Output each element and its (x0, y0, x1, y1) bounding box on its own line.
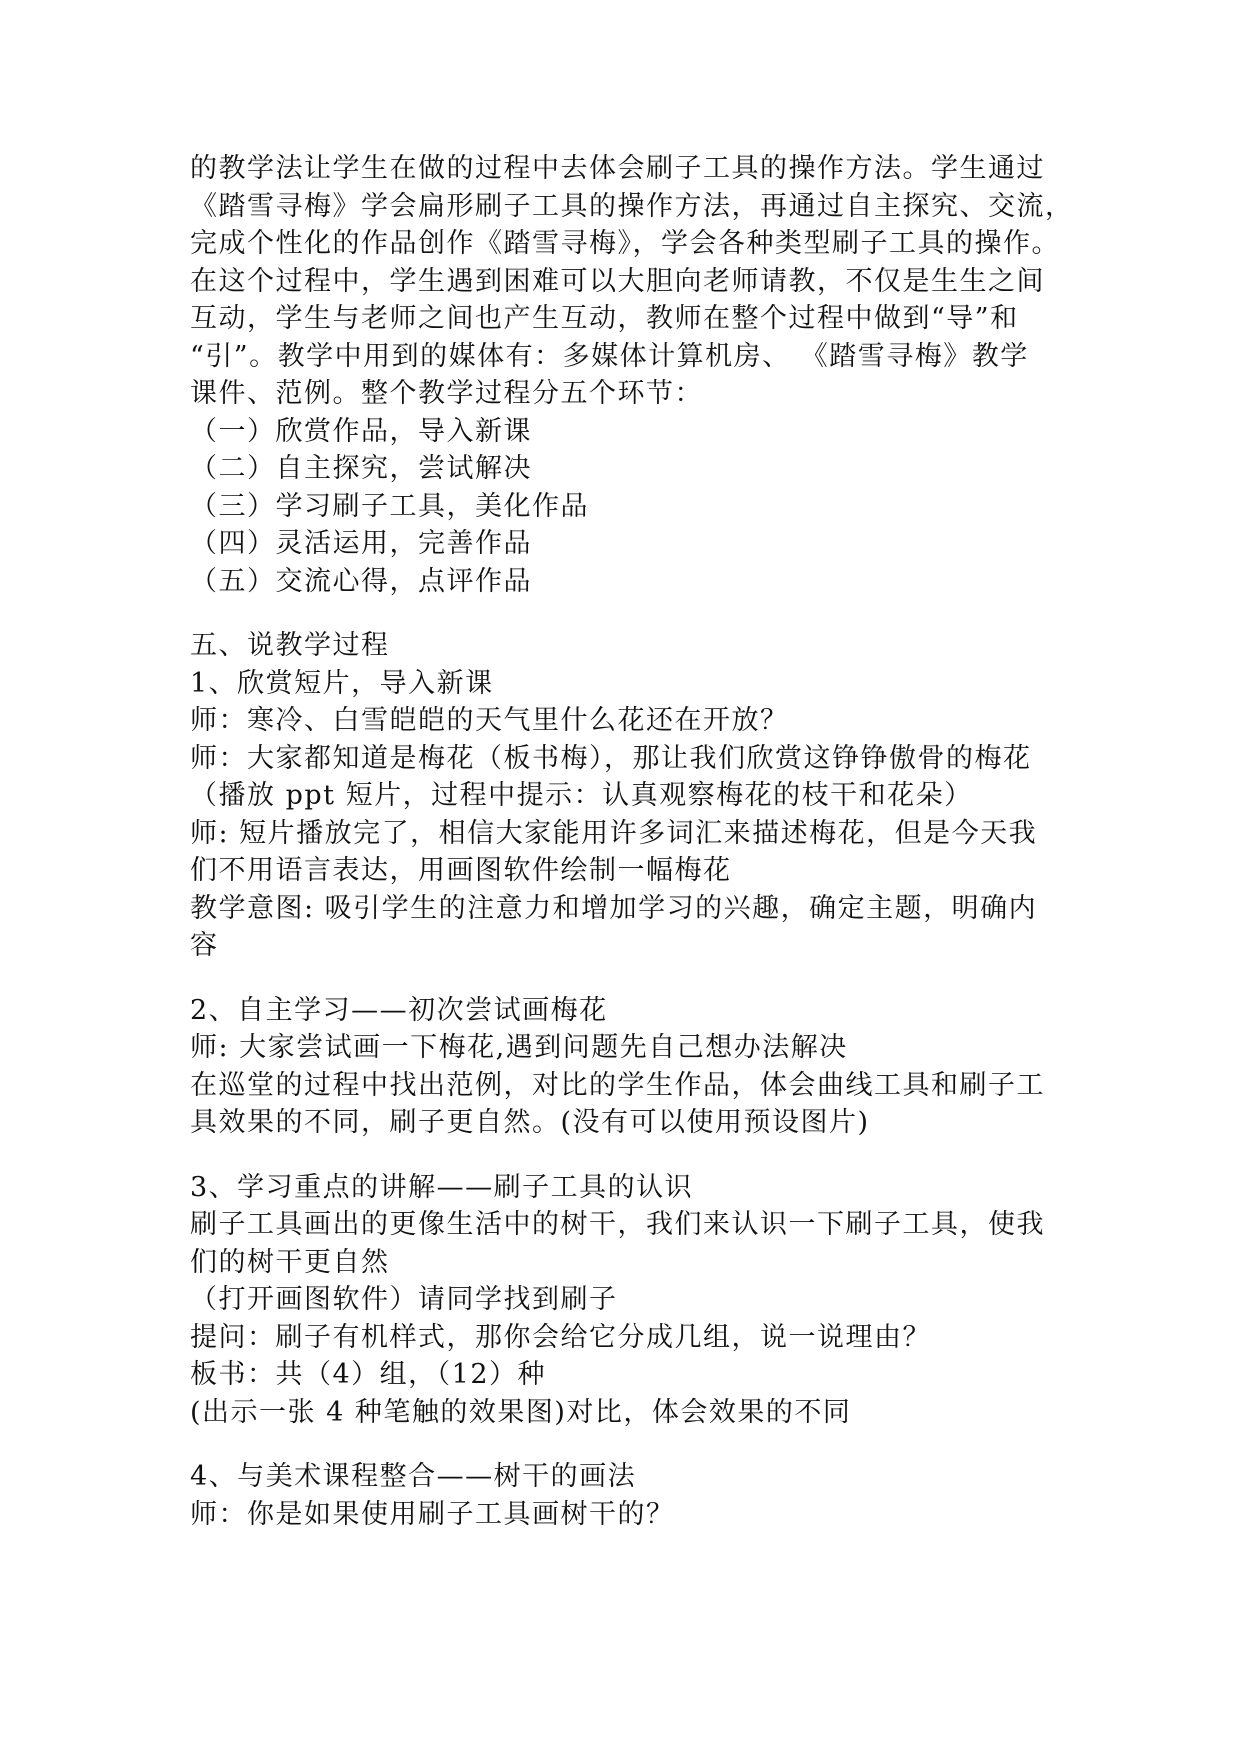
text-line: 们的树干更自然 (190, 1246, 390, 1278)
text-line: （打开画图软件）请同学找到刷子 (190, 1284, 618, 1315)
spacer (190, 1142, 1060, 1169)
text-line: 在巡堂的过程中找出范例，对比的学生作品，体会曲线工具和刷子工 (190, 1069, 1045, 1101)
text-line: 刷子工具画出的更像生活中的树干，我们来认识一下刷子工具，使我 (190, 1209, 1045, 1240)
part-2 (190, 992, 1060, 1142)
text-line: 互动，学生与老师之间也产生互动，教师在整个过程中做到“导”和 (190, 303, 1019, 334)
part-heading: 3、学习重点的讲解——刷子工具的认识 (190, 1171, 694, 1203)
text-line: 教学意图: 吸引学生的注意力和增加学习的兴趣，确定主题，明确内 (190, 892, 1038, 924)
text-line: 《踏雪寻梅》学会扁形刷子工具的操作方法，再通过自主探究、交流， (190, 190, 1074, 222)
part-4 (190, 1458, 1060, 1533)
text-line: 具效果的不同，刷子更自然。(没有可以使用预设图片) (190, 1107, 870, 1138)
list-item: （一）欣赏作品，导入新课 (190, 415, 532, 447)
text-line: 板书：共（4）组，（12）种 (190, 1359, 547, 1390)
part-heading: 1、欣赏短片，导入新课 (190, 667, 494, 699)
part-1 (190, 665, 1060, 965)
intro-paragraph (190, 150, 1074, 413)
text-line: (出示一张 4 种笔触的效果图)对比，体会效果的不同 (190, 1396, 852, 1428)
text-line: 师: 大家尝试画一下梅花,遇到问题先自己想办法解决 (190, 1032, 848, 1063)
text-line: 师：你是如果使用刷子工具画树干的？ (190, 1498, 675, 1530)
document-body (190, 150, 1074, 1533)
spacer (190, 1431, 1060, 1458)
section-heading: 五、说教学过程 (190, 630, 390, 661)
spacer (190, 600, 1060, 627)
text-line: 师: 短片播放完了，相信大家能用许多词汇来描述梅花，但是今天我 (190, 817, 1038, 849)
text-line: 在这个过程中，学生遇到困难可以大胆向老师请教，不仅是生生之间 (190, 265, 1045, 297)
spacer (190, 965, 1060, 992)
list-item: （五）交流心得，点评作品 (190, 565, 532, 597)
part-3 (190, 1169, 1060, 1432)
text-line: 师：寒冷、白雪皑皑的天气里什么花还在开放？ (190, 705, 789, 736)
text-line: 师：大家都知道是梅花（板书梅），那让我们欣赏这铮铮傲骨的梅花 (190, 742, 1032, 774)
text-line: 提问：刷子有机样式，那你会给它分成几组，说一说理由？ (190, 1321, 931, 1353)
part-heading: 4、与美术课程整合——树干的画法 (190, 1461, 637, 1492)
text-line: 完成个性化的作品创作《踏雪寻梅》，学会各种类型刷子工具的操作。 (190, 228, 1060, 259)
part-heading: 2、自主学习——初次尝试画梅花 (190, 994, 608, 1026)
list-item: （四）灵活运用，完善作品 (190, 528, 532, 559)
list-item: （三）学习刷子工具，美化作品 (190, 490, 589, 522)
text-line: （播放 ppt 短片，过程中提示：认真观察梅花的枝干和花朵） (190, 780, 973, 811)
text-line: 课件、范例。整个教学过程分五个环节： (190, 378, 703, 409)
text-line: 的教学法让学生在做的过程中去体会刷子工具的操作方法。学生通过 (190, 153, 1045, 184)
list-item: （二）自主探究，尝试解决 (190, 453, 532, 484)
text-line: 们不用语言表达，用画图软件绘制一幅梅花 (190, 855, 732, 886)
text-line: “引”。教学中用到的媒体有：多媒体计算机房、 《踏雪寻梅》教学 (190, 340, 1029, 372)
steps-list (190, 413, 1060, 601)
text-line: 容 (190, 930, 219, 961)
